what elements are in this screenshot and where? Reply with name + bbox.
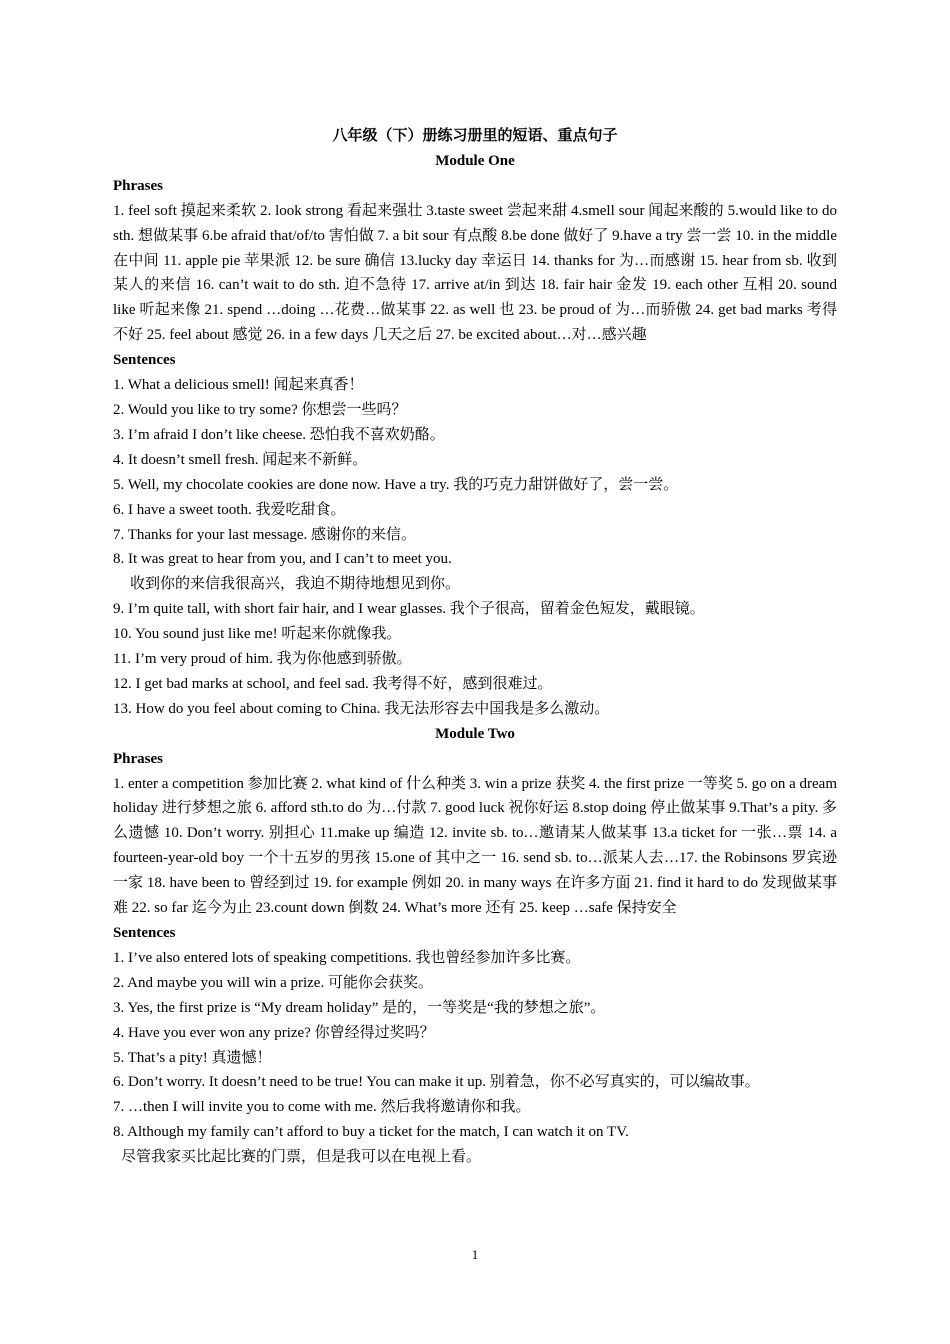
sentence-line: 1. What a delicious smell! 闻起来真香！ [113, 377, 364, 394]
sentence-line: 6. Don’t worry. It doesn’t need to be true! You can make it up. 别着急，你不必写真实的，可以编故事。 [113, 1074, 760, 1091]
module-one-sentences-label: Sentences [113, 352, 176, 369]
sentence-translation: 尽管我家买比起比赛的门票，但是我可以在电视上看。 [121, 1149, 482, 1166]
module-one-phrases-label: Phrases [113, 177, 163, 194]
sentence-line: 7. …then I will invite you to come with me. 然后我将邀请你和我。 [113, 1099, 531, 1116]
sentence-line: 3. Yes, the first prize is “My dream holiday” 是的，一等奖是“我的梦想之旅”。 [113, 999, 606, 1016]
module-two-heading: Module Two [435, 725, 515, 742]
sentence-line: 11. I’m very proud of him. 我为你他感到骄傲。 [113, 651, 412, 668]
module-two-phrases-label: Phrases [113, 750, 163, 767]
sentence-line: 7. Thanks for your last message. 感谢你的来信。 [113, 526, 417, 543]
document-page [113, 124, 837, 1170]
sentence-line: 4. It doesn’t smell fresh. 闻起来不新鲜。 [113, 451, 368, 468]
sentence-line: 5. Well, my chocolate cookies are done now. Have a try. 我的巧克力甜饼做好了，尝一尝。 [113, 476, 679, 493]
sentence-line: 3. I’m afraid I don’t like cheese. 恐怕我不喜欢奶酪。 [113, 426, 445, 443]
sentence-line: 2. And maybe you will win a prize. 可能你会获奖。 [113, 974, 433, 991]
module-two-sentences-label: Sentences [113, 925, 176, 941]
page-number: 1 [471, 1247, 479, 1262]
sentence-line: 1. I’ve also entered lots of speaking competitions. 我也曾经参加许多比赛。 [113, 949, 581, 966]
sentence-line: 12. I get bad marks at school, and feel sad. 我考得不好，感到很难过。 [113, 675, 553, 692]
module-one-phrases: 1. feel soft 摸起来柔软 2. look strong 看起来强壮 3.taste sweet 尝起来甜 4.smell sour 闻起来酸的 5.would like to do sth. 想做某事 6.be afraid that/of/to 害怕做 7. a bit sour 有点酸 8.be done 做好了 9.have a try 尝一尝 10. in the middle 在中间 11. apple pie 苹果派 12. be sure 确信 13.lucky day 幸运日 14. thanks for 为…而感谢 15. hear from sb. 收到某人的来信 16. can’t wait to do sth. 迫不急待 17. arrive at/in 到达 18. fair hair 金发 19. each other 互相 20. sound like 听起来像 21. spend …doing …花费…做某事 22. as well 也 23. be proud of 为…而骄傲 24. get bad marks 考得不好 25. feel about 感觉 26. in a few days 几天之后 27. be excited about…对…感兴趣 [113, 202, 837, 344]
sentence-line: 9. I’m quite tall, with short fair hair, and I wear glasses. 我个子很高，留着金色短发，戴眼镜。 [113, 601, 705, 618]
sentence-line: 10. You sound just like me! 听起来你就像我。 [113, 626, 402, 643]
sentence-line: 4. Have you ever won any prize? 你曾经得过奖吗？ [113, 1024, 435, 1041]
module-one-heading: Module One [435, 152, 515, 169]
sentence-translation: 收到你的来信我很高兴，我迫不期待地想见到你。 [130, 576, 461, 593]
module-two-phrases: 1. enter a competition 参加比赛 2. what kind of 什么种类 3. win a prize 获奖 4. the first prize 一等奖 5. go on a dream holiday 进行梦想之旅 6. afford sth.to do 为…付款 7. good luck 祝你好运 8.stop doing 停止做某事 9.That’s a pity. 多么遗憾 10. Don’t worry. 别担心 11.make up 编造 12. invite sb. to…邀请某人做某事 13.a ticket for 一张…票 14. a fourteen-year-old boy 一个十五岁的男孩 15.one of 其中之一 16. send sb. to…派某人去…17. the Robinsons 罗宾逊一家 18. have been to 曾经到过 19. for example 例如 20. in many ways 在许多方面 21. find it hard to do 发现做某事难 22. so far 迄今为止 23.count down 倒数 24. What’s more 还有 25. keep …safe 保持安全 [113, 775, 837, 917]
document-title: 八年级（下）册练习册里的短语、重点句子 [332, 128, 618, 144]
sentence-line: 8. Although my family can’t afford to buy a ticket for the match, I can watch it on TV. [113, 1124, 629, 1141]
sentence-line: 6. I have a sweet tooth. 我爱吃甜食。 [113, 501, 346, 518]
sentence-line: 8. It was great to hear from you, and I can’t to meet you. [113, 551, 452, 568]
sentence-line: 5. That’s a pity! 真遗憾！ [113, 1049, 272, 1066]
sentence-line: 2. Would you like to try some? 你想尝一些吗？ [113, 401, 407, 418]
sentence-line: 13. How do you feel about coming to China. 我无法形容去中国我是多么激动。 [113, 700, 610, 717]
